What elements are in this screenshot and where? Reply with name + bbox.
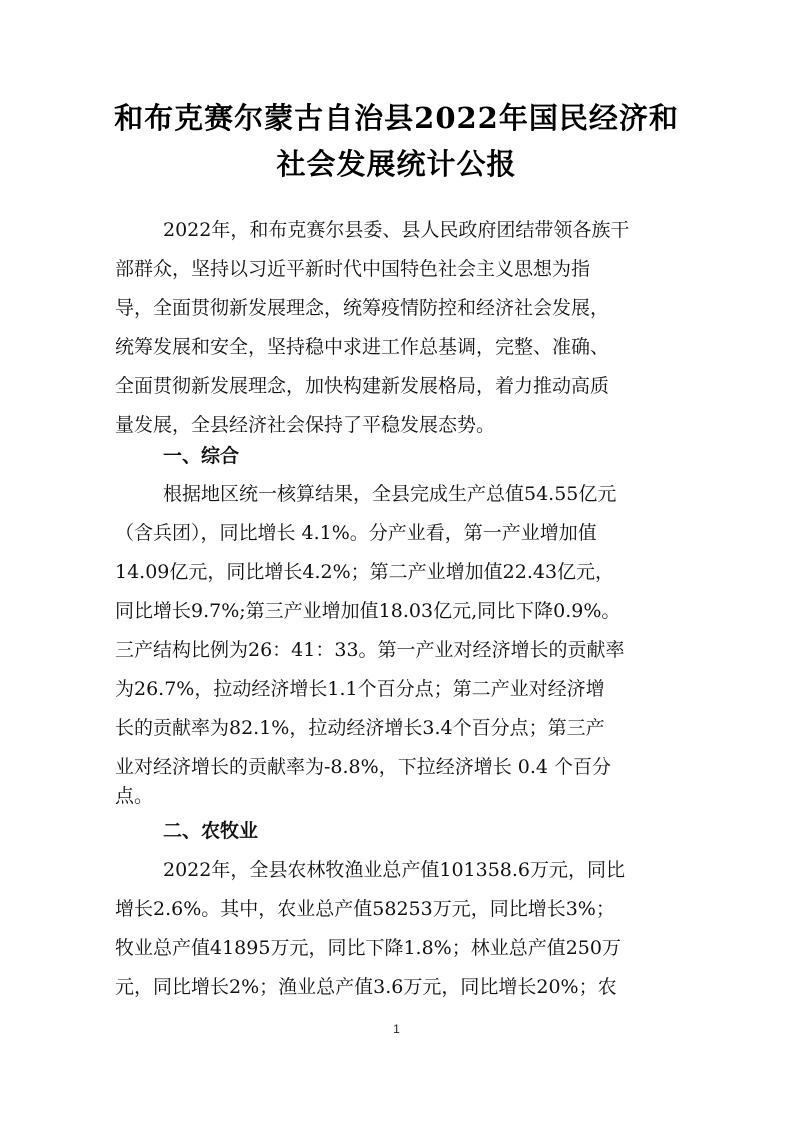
intro-line: 2022年，和布克赛尔县委、县人民政府团结带领各族干: [163, 219, 630, 241]
overview-line: 业对经济增长的贡献率为-8.8%，下拉经济增长 0.4 个百分: [115, 756, 611, 778]
intro-line: 统筹发展和安全，坚持稳中求进工作总基调，完整、准确、: [115, 336, 610, 358]
intro-line: 量发展，全县经济社会保持了平稳发展态势。: [115, 414, 496, 436]
page-number: 1: [393, 1022, 400, 1036]
section-heading-agriculture: 二、农牧业: [163, 820, 259, 842]
agriculture-line: 牧业总产值41895万元，同比下降1.8%；林业总产值250万: [115, 937, 621, 959]
overview-line: 点。: [115, 785, 154, 807]
overview-line: 为26.7%，拉动经济增长1.1个百分点；第二产业对经济增: [115, 678, 605, 700]
title-line-1: 和布克赛尔蒙古自治县2022年国民经济和: [114, 101, 679, 135]
section-heading-overview: 一、综合: [163, 445, 240, 467]
intro-line: 全面贯彻新发展理念，加快构建新发展格局，着力推动高质: [115, 375, 610, 397]
overview-line: （含兵团），同比增长 4.1%。分产业看，第一产业增加值: [115, 522, 597, 544]
overview-line: 同比增长9.7%;第三产业增加值18.03亿元,同比下降0.9%。: [115, 600, 621, 622]
intro-line: 部群众，坚持以习近平新时代中国特色社会主义思想为指: [115, 258, 591, 280]
agriculture-line: 增长2.6%。其中，农业总产值58253万元，同比增长3%；: [115, 898, 615, 920]
overview-line: 长的贡献率为82.1%，拉动经济增长3.4个百分点；第三产: [115, 717, 605, 739]
overview-line: 三产结构比例为26：41：33。第一产业对经济增长的贡献率: [115, 639, 625, 661]
title-line-2: 社会发展统计公报: [276, 147, 517, 181]
agriculture-line: 元，同比增长2%；渔业总产值3.6万元，同比增长20%；农: [115, 976, 617, 998]
intro-line: 导，全面贯彻新发展理念，统筹疫情防控和经济社会发展，: [115, 297, 610, 319]
agriculture-line: 2022年，全县农林牧渔业总产值101358.6万元，同比: [163, 859, 626, 881]
overview-line: 14.09亿元，同比增长4.2%；第二产业增加值22.43亿元，: [115, 561, 615, 583]
overview-line: 根据地区统一核算结果，全县完成生产总值54.55亿元: [163, 483, 617, 505]
